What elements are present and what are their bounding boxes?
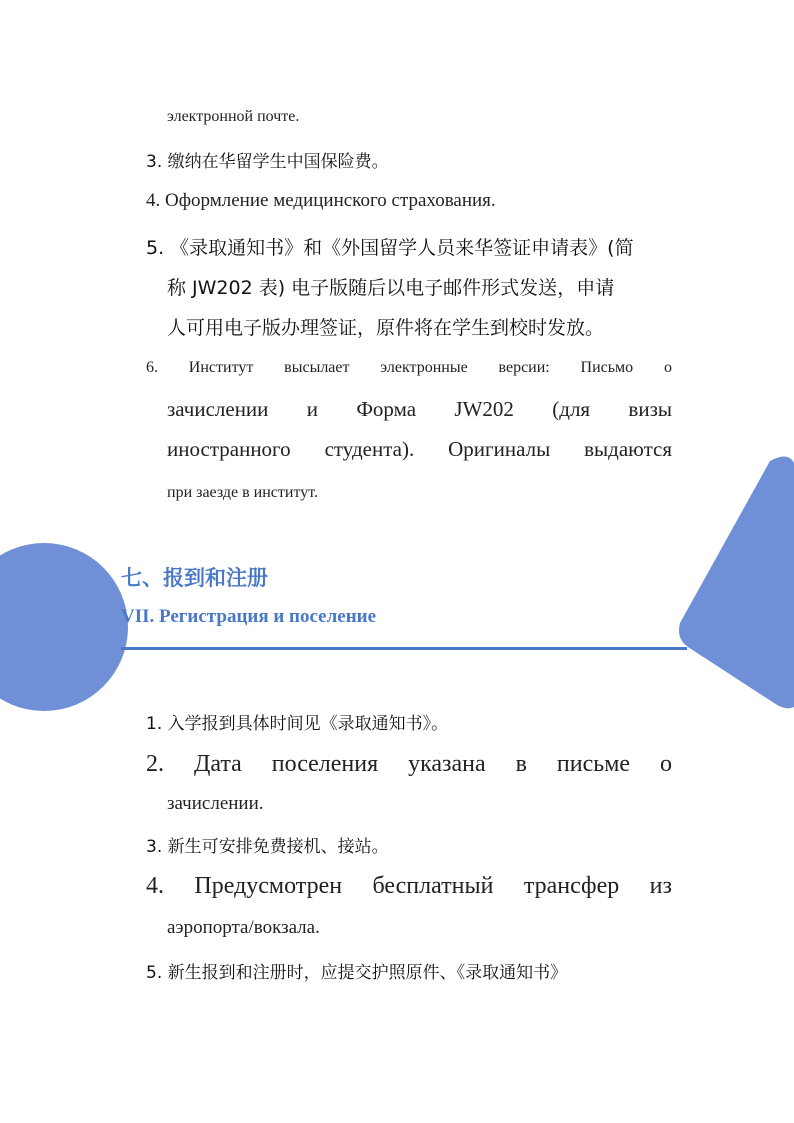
item-6-ru-line3: иностранного студента). Оригиналы выдаются bbox=[167, 437, 672, 461]
item-5-cn-line3: 人可用电子版办理签证，原件将在学生到校时发放。 bbox=[167, 317, 605, 339]
section-7-item-2-ru-line1: 2. Дата поселения указана в письме о bbox=[146, 751, 672, 777]
section-divider bbox=[121, 647, 687, 650]
section-7-heading-cn: 七、报到和注册 bbox=[121, 566, 268, 590]
item-4-ru: 4. Оформление медицинского страхования. bbox=[146, 190, 496, 211]
item-continuation-ru: электронной почте. bbox=[167, 108, 300, 125]
section-7-item-4-ru-line2: аэропорта/вокзала. bbox=[167, 917, 320, 938]
decorative-circle bbox=[0, 543, 128, 711]
section-7-heading-ru: VII. Регистрация и поселение bbox=[121, 606, 377, 627]
item-3-cn: 3. 缴纳在华留学生中国保险费。 bbox=[146, 152, 389, 172]
section-7-item-3-cn: 3. 新生可安排免费接机、接站。 bbox=[146, 837, 389, 857]
decorative-triangle bbox=[676, 455, 794, 710]
item-6-ru-line1: 6. Институт высылает электронные версии: Письмо о bbox=[146, 359, 672, 376]
section-7-item-4-ru-line1: 4. Предусмотрен бесплатный трансфер из bbox=[146, 873, 672, 899]
item-5-cn-line1: 5. 《录取通知书》和《外国留学人员来华签证申请表》(简 bbox=[146, 237, 634, 259]
item-5-cn-line2: 称 JW202 表) 电子版随后以电子邮件形式发送，申请 bbox=[167, 277, 615, 299]
item-6-ru-line2: зачислении и Форма JW202 (для визы bbox=[167, 397, 672, 421]
section-7-item-5-cn: 5. 新生报到和注册时，应提交护照原件、《录取通知书》 bbox=[146, 963, 568, 983]
section-7-item-1-cn: 1. 入学报到具体时间见《录取通知书》。 bbox=[146, 714, 449, 734]
item-6-ru-line4: при заезде в институт. bbox=[167, 484, 319, 501]
section-7-item-2-ru-line2: зачислении. bbox=[167, 793, 264, 814]
